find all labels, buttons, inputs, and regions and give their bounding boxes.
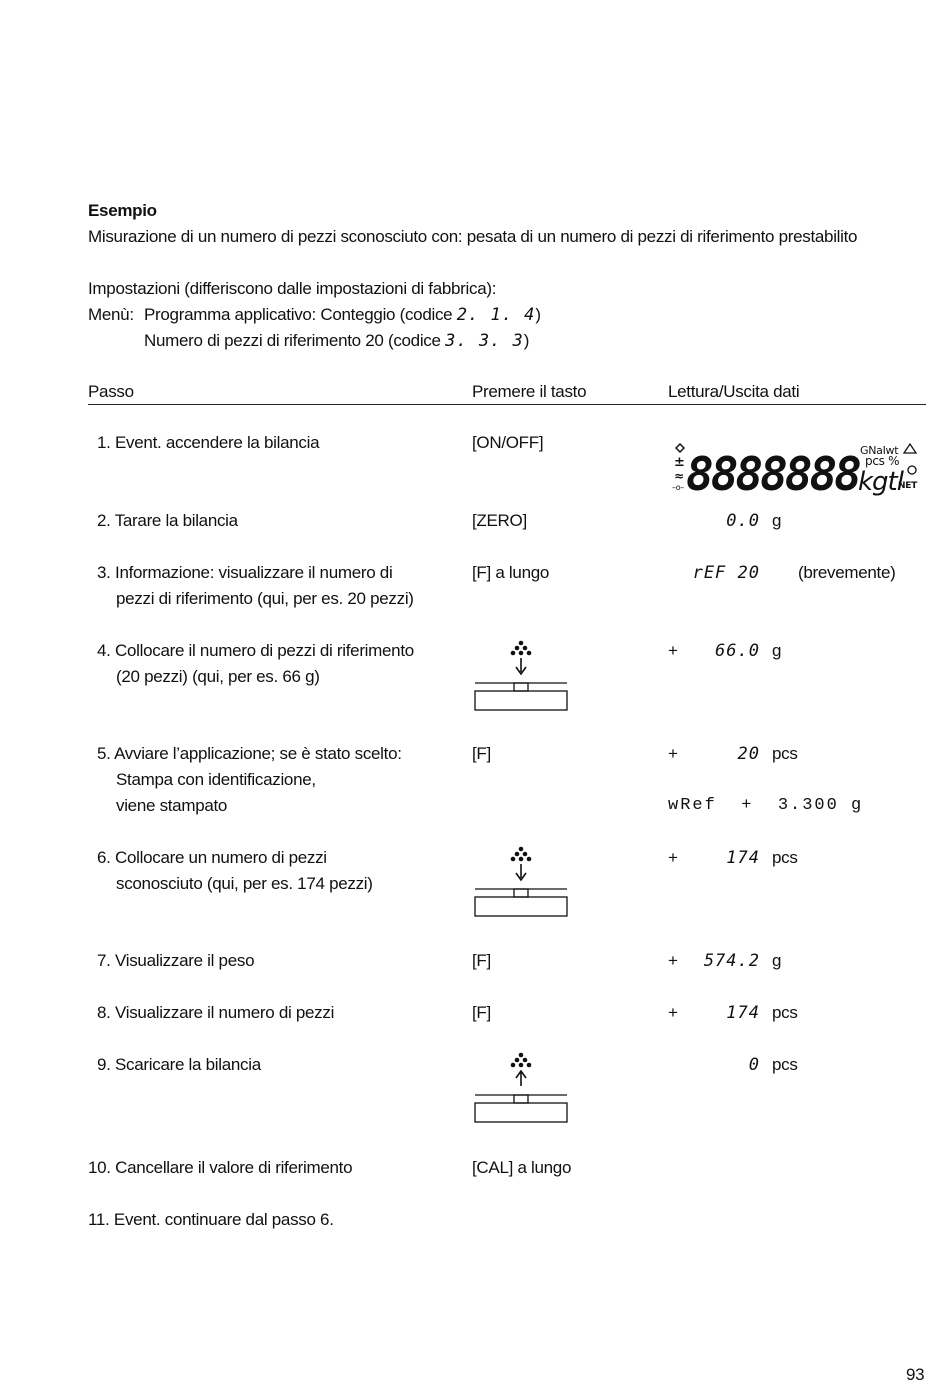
settings-line-1-code: 2. 1. 4 bbox=[456, 305, 536, 325]
header-rule bbox=[88, 404, 926, 405]
step-text: sconosciuto (qui, per es. 174 pezzi) bbox=[116, 874, 373, 893]
step-7 bbox=[97, 948, 254, 974]
display-top-right: GNaIwt bbox=[860, 444, 899, 457]
readout-value: 0 bbox=[748, 1055, 760, 1075]
segment-display-icon bbox=[672, 440, 924, 501]
display-net: NET bbox=[898, 481, 917, 491]
readout-value: 174 bbox=[726, 1003, 760, 1023]
readout-sign: + bbox=[668, 641, 678, 660]
settings-line-2-code: 3. 3. 3 bbox=[445, 331, 524, 351]
readout-unit: g bbox=[772, 511, 782, 530]
page-number: 93 bbox=[906, 1365, 925, 1384]
step-number: 3. bbox=[97, 563, 111, 582]
settings-line-2-text: Numero di pezzi di riferimento 20 (codice bbox=[144, 331, 441, 350]
step-text: Event. continuare dal passo 6. bbox=[113, 1210, 334, 1229]
settings-line-2 bbox=[144, 328, 529, 354]
step-number: 7. bbox=[97, 951, 111, 970]
display-pcs-pct: pcs % bbox=[865, 454, 900, 468]
step-6 bbox=[97, 845, 327, 871]
step-5 bbox=[97, 741, 402, 767]
step-number: 2. bbox=[97, 511, 111, 530]
readout-sign: + bbox=[668, 1003, 678, 1022]
step-text: Tarare la bilancia bbox=[114, 511, 238, 530]
readout-note: (brevemente) bbox=[798, 563, 896, 582]
display-units: kgtl bbox=[858, 467, 903, 497]
menu-label: Menù: bbox=[88, 305, 134, 324]
settings-line-1-text: Programma applicativo: Conteggio (codice bbox=[144, 305, 453, 324]
step-text: Cancellare il valore di riferimento bbox=[115, 1158, 353, 1177]
remove-load-icon bbox=[475, 1052, 569, 1126]
key-zero: [ZERO] bbox=[472, 511, 527, 530]
readout-unit: pcs bbox=[772, 1055, 798, 1074]
header-step: Passo bbox=[88, 382, 134, 401]
step-9 bbox=[97, 1052, 261, 1078]
step-3 bbox=[97, 560, 392, 586]
readout-value: 20 bbox=[737, 744, 760, 764]
step-number: 9. bbox=[97, 1055, 111, 1074]
svg-text:±: ± bbox=[674, 455, 685, 470]
header-key: Premere il tasto bbox=[472, 382, 587, 401]
key-f: [F] bbox=[472, 951, 491, 970]
step-number: 4. bbox=[97, 641, 111, 660]
step-number: 1. bbox=[97, 433, 111, 452]
step-text: Scaricare la bilancia bbox=[115, 1055, 261, 1074]
step-text: Collocare un numero di pezzi bbox=[115, 848, 327, 867]
step-text: Stampa con identificazione, bbox=[116, 770, 316, 789]
key-cal-long: [CAL] a lungo bbox=[472, 1158, 572, 1177]
place-load-icon bbox=[475, 640, 569, 714]
readout-ref: rEF 20 bbox=[692, 563, 760, 583]
readout-sign: + bbox=[668, 951, 678, 970]
printout-line: wRef + 3.300 g bbox=[668, 796, 864, 815]
readout-value: 174 bbox=[726, 848, 760, 868]
place-load-icon bbox=[475, 846, 569, 920]
step-text: Informazione: visualizzare il numero di bbox=[115, 563, 393, 582]
step-text: Visualizzare il numero di pezzi bbox=[115, 1003, 335, 1022]
step-text: viene stampato bbox=[116, 796, 228, 815]
step-number: 8. bbox=[97, 1003, 111, 1022]
readout-unit: pcs bbox=[772, 744, 798, 763]
step-text: Avviare l’applicazione; se è stato scelto: bbox=[114, 744, 402, 763]
key-f-long: [F] a lungo bbox=[472, 563, 550, 582]
step-text: Visualizzare il peso bbox=[115, 951, 255, 970]
step-4 bbox=[97, 638, 414, 664]
close-paren: ) bbox=[523, 331, 530, 350]
segment-display-graphic bbox=[672, 440, 924, 501]
step-text: Collocare il numero di pezzi di riferimento bbox=[115, 641, 414, 660]
step-number: 10. bbox=[88, 1158, 111, 1177]
step-text: Event. accendere la bilancia bbox=[115, 433, 320, 452]
step-11 bbox=[88, 1207, 334, 1233]
key-f: [F] bbox=[472, 744, 491, 763]
step-text: (20 pezzi) (qui, per es. 66 g) bbox=[116, 667, 320, 686]
close-paren: ) bbox=[535, 305, 541, 324]
svg-text:≈: ≈ bbox=[674, 469, 684, 483]
readout-sign: + bbox=[668, 744, 678, 763]
readout-value: 0.0 bbox=[726, 511, 760, 531]
readout-unit: pcs bbox=[772, 848, 798, 867]
readout-unit: g bbox=[772, 951, 782, 970]
readout-value: 574.2 bbox=[703, 951, 760, 971]
svg-text:–o–: –o– bbox=[672, 483, 684, 492]
key-on-off: [ON/OFF] bbox=[472, 433, 544, 452]
readout-unit: g bbox=[772, 641, 782, 660]
readout-value: 66.0 bbox=[715, 641, 760, 661]
step-text: pezzi di riferimento (qui, per es. 20 pezzi) bbox=[116, 589, 414, 608]
example-description: Misurazione di un numero di pezzi sconosciuto con: pesata di un numero di pezzi di riferimento prestabilito bbox=[88, 227, 858, 246]
step-number: 11. bbox=[88, 1210, 110, 1229]
settings-intro: Impostazioni (differiscono dalle impostazioni di fabbrica): bbox=[88, 279, 497, 298]
display-digits: 8888888 bbox=[686, 447, 859, 501]
readout-unit: pcs bbox=[772, 1003, 798, 1022]
step-number: 6. bbox=[97, 848, 111, 867]
settings-line-1 bbox=[144, 302, 541, 328]
header-readout: Lettura/Uscita dati bbox=[668, 382, 800, 401]
step-2 bbox=[97, 508, 238, 534]
step-10 bbox=[88, 1155, 352, 1181]
step-8 bbox=[97, 1000, 334, 1026]
step-1 bbox=[97, 430, 319, 456]
key-f: [F] bbox=[472, 1003, 491, 1022]
step-number: 5. bbox=[97, 744, 111, 763]
example-heading: Esempio bbox=[88, 201, 157, 220]
readout-sign: + bbox=[668, 848, 678, 867]
